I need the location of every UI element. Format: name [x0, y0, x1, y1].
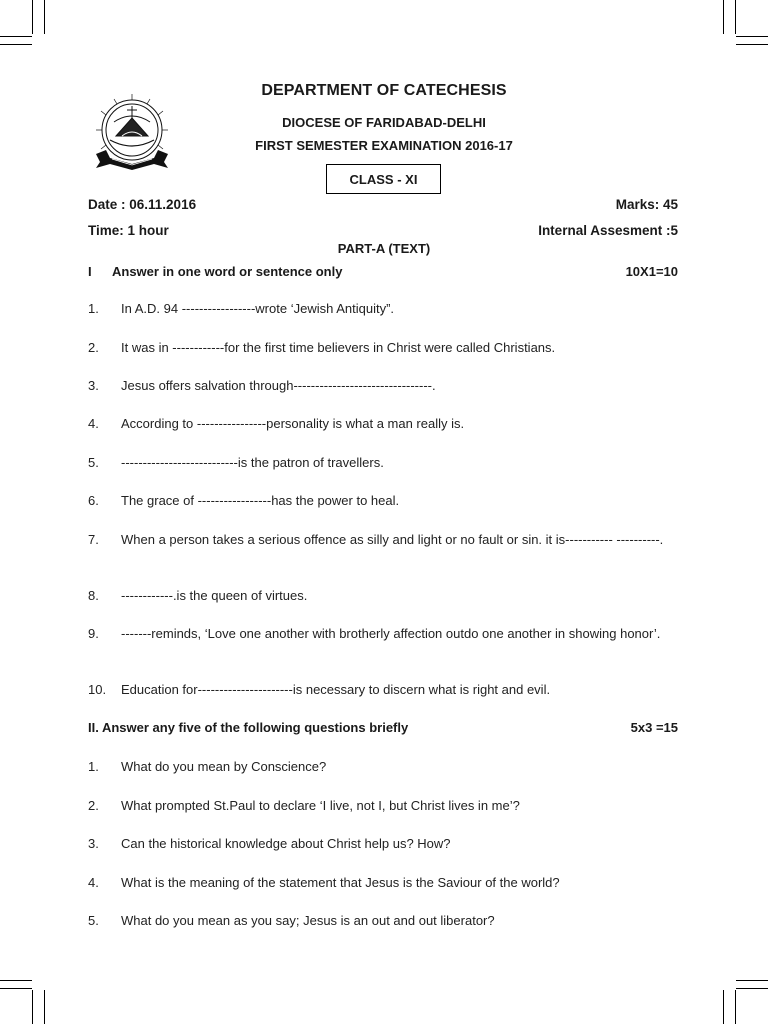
question-item: [88, 339, 680, 357]
crop-mark: [723, 0, 724, 34]
question-item: [88, 492, 680, 510]
question-item: [88, 681, 680, 699]
question-text: It was in ------------for the first time believers in Christ were called Christians.: [121, 340, 556, 355]
question-number: 1.: [88, 301, 99, 316]
question-text: What prompted St.Paul to declare ‘I live, not I, but Christ lives in me’?: [121, 798, 520, 813]
crop-mark: [0, 980, 32, 981]
question-item: [88, 625, 680, 643]
crop-mark: [0, 988, 32, 989]
question-item: [88, 415, 680, 433]
question-number: 3.: [88, 836, 99, 851]
question-text: Jesus offers salvation through--------------------------------.: [121, 378, 436, 393]
question-number: 4.: [88, 875, 99, 890]
section-instruction: Answer in one word or sentence only: [112, 264, 343, 279]
question-text: -------reminds, ‘Love one another with brotherly affection outdo one another in showing honor’.: [121, 626, 661, 641]
question-text: What do you mean by Conscience?: [121, 759, 327, 774]
class-box: CLASS - XI: [326, 164, 441, 194]
question-text: According to ----------------personality is what a man really is.: [121, 416, 465, 431]
question-number: 4.: [88, 416, 99, 431]
question-number: 2.: [88, 798, 99, 813]
crop-mark: [32, 990, 33, 1024]
question-text: The grace of -----------------has the power to heal.: [121, 493, 400, 508]
question-number: 6.: [88, 493, 99, 508]
document-title: DEPARTMENT OF CATECHESIS: [261, 82, 507, 99]
question-number: 3.: [88, 378, 99, 393]
question-text: ---------------------------is the patron of travellers.: [121, 455, 384, 470]
question-number: 9.: [88, 626, 99, 641]
question-text: ------------.is the queen of virtues.: [121, 588, 308, 603]
crop-mark: [735, 0, 736, 34]
crop-mark: [0, 36, 32, 37]
question-number: 1.: [88, 759, 99, 774]
crop-mark: [723, 990, 724, 1024]
part-a-heading: PART-A (TEXT): [337, 241, 431, 256]
question-item: [88, 912, 680, 930]
crop-mark: [736, 980, 768, 981]
question-item: [88, 300, 680, 318]
total-marks: Marks: 45: [615, 197, 678, 212]
crop-mark: [736, 44, 768, 45]
crop-mark: [736, 988, 768, 989]
question-number: 2.: [88, 340, 99, 355]
question-item: [88, 874, 680, 892]
question-text: What do you mean as you say; Jesus is an out and out liberator?: [121, 913, 495, 928]
diocese-emblem-logo: [92, 92, 180, 176]
exam-time: Time: 1 hour: [88, 223, 169, 238]
crop-mark: [44, 0, 45, 34]
exam-name: FIRST SEMESTER EXAMINATION 2016-17: [255, 138, 513, 153]
crop-mark: [0, 44, 32, 45]
question-number: 8.: [88, 588, 99, 603]
question-number: 10.: [88, 682, 107, 697]
section-marks: 10X1=10: [625, 264, 678, 279]
question-number: 5.: [88, 913, 99, 928]
question-text: In A.D. 94 -----------------wrote ‘Jewish Antiquity”.: [121, 301, 395, 316]
section-instruction: II. Answer any five of the following questions briefly: [88, 720, 409, 735]
question-item: [88, 835, 680, 853]
question-number: 5.: [88, 455, 99, 470]
question-item: [88, 758, 680, 776]
crop-mark: [44, 990, 45, 1024]
question-text: What is the meaning of the statement that Jesus is the Saviour of the world?: [121, 875, 560, 890]
section-number: I: [88, 264, 92, 279]
question-item: [88, 531, 680, 549]
internal-assessment: Internal Assesment :5: [538, 223, 678, 238]
question-text: When a person takes a serious offence as silly and light or no fault or sin. it is----------- ----------.: [121, 532, 664, 547]
question-number: 7.: [88, 532, 99, 547]
crop-mark: [736, 36, 768, 37]
question-text: Education for----------------------is necessary to discern what is right and evil.: [121, 682, 551, 697]
question-text: Can the historical knowledge about Christ help us? How?: [121, 836, 451, 851]
question-item: [88, 587, 680, 605]
crop-mark: [32, 0, 33, 34]
question-item: [88, 797, 680, 815]
question-item: [88, 377, 680, 395]
crop-mark: [735, 990, 736, 1024]
diocese-name: DIOCESE OF FARIDABAD-DELHI: [282, 115, 486, 130]
section-marks: 5x3 =15: [630, 720, 678, 735]
question-item: [88, 454, 680, 472]
exam-date: Date : 06.11.2016: [88, 197, 197, 212]
